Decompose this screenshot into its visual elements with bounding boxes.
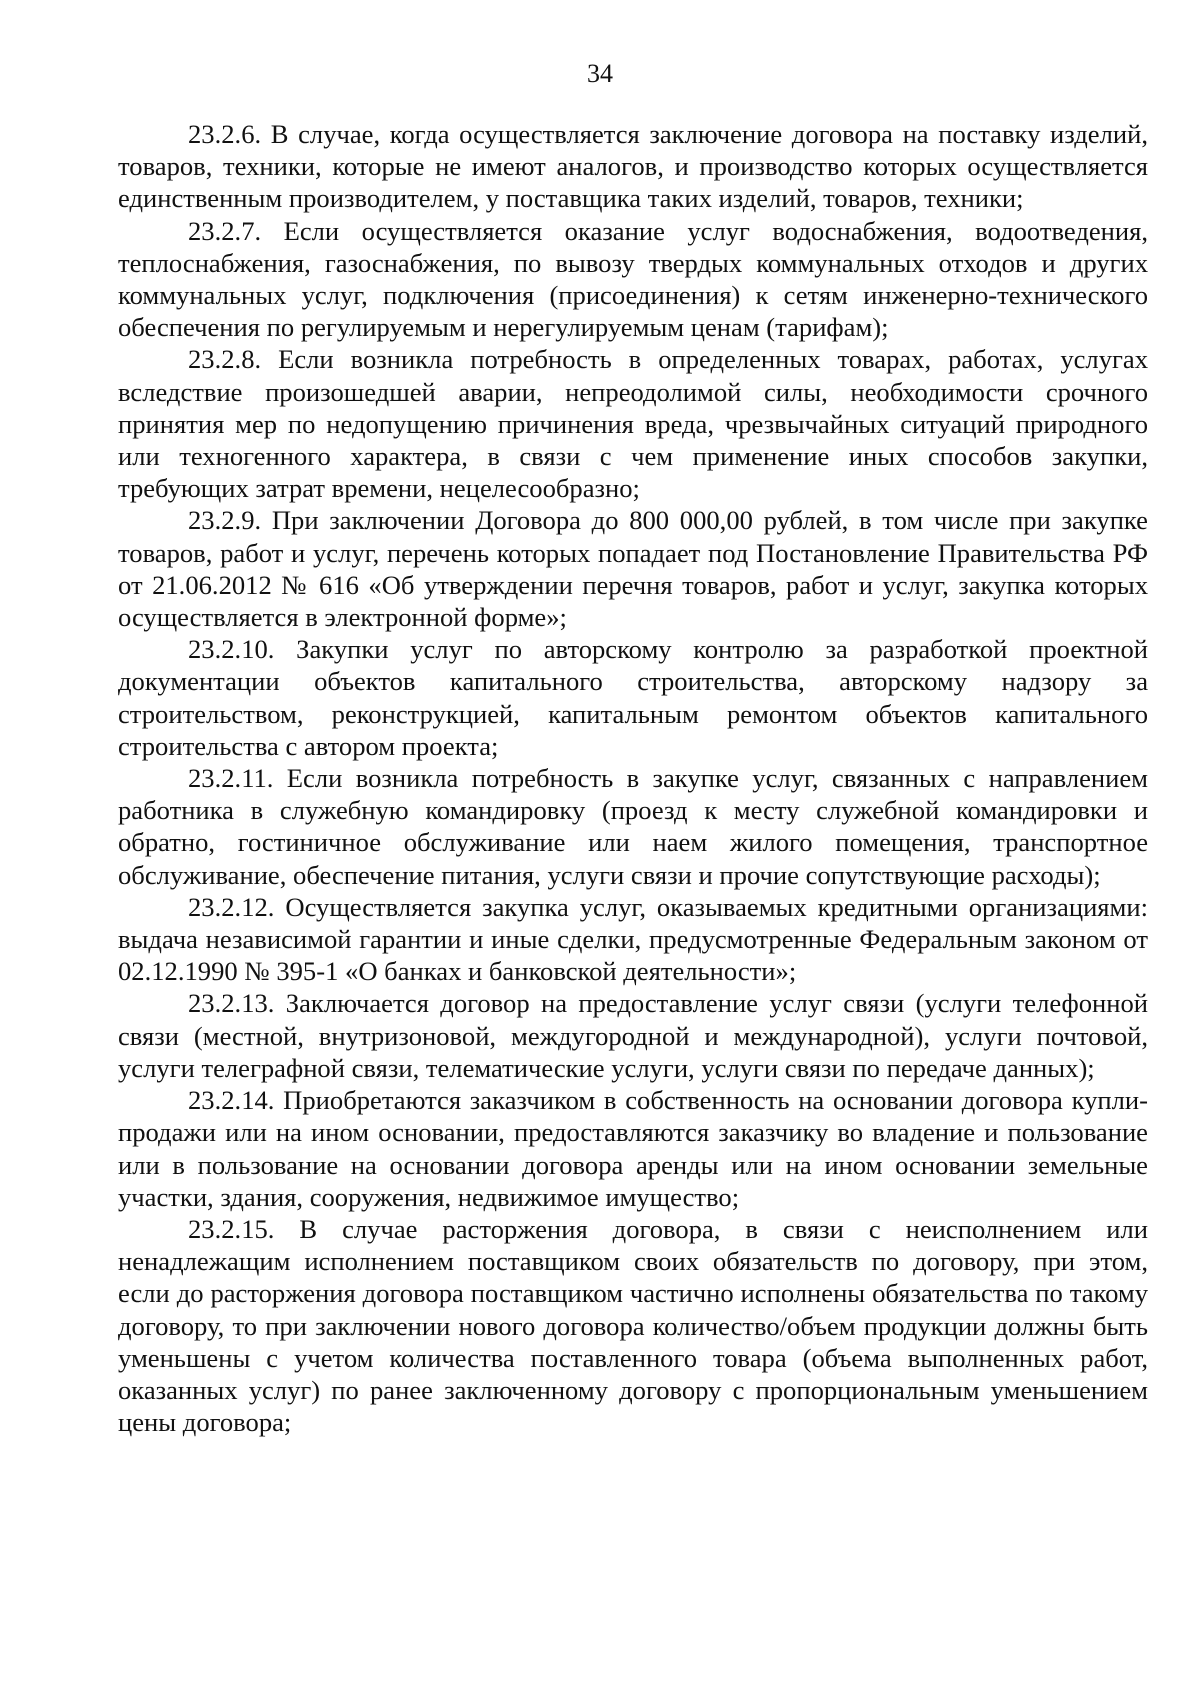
clause-23-2-8: 23.2.8. Если возникла потребность в определенных товарах, работах, услугах вследствие произошедшей аварии, непреодолимой силы, необходимости срочного принятия мер по недопущению причинения вреда, чрезвычайных ситуаций природного или техногенного характера, в связи с чем применение иных способов закупки, требующих затрат времени, нецелесообразно; (118, 344, 1148, 504)
clause-23-2-9: 23.2.9. При заключении Договора до 800 000,00 рублей, в том числе при закупке товаров, работ и услуг, перечень которых попадает под Постановление Правительства РФ от 21.06.2012 № 616 «Об утверждении перечня товаров, работ и услуг, закупка которых осуществляется в электронной форме»; (118, 505, 1148, 633)
clause-23-2-12: 23.2.12. Осуществляется закупка услуг, оказываемых кредитными организациями: выдача независимой гарантии и иные сделки, предусмотренные Федеральным законом от 02.12.1990 № 395-1 «О банках и банковской деятельности»; (118, 891, 1148, 987)
clause-23-2-10: 23.2.10. Закупки услуг по авторскому контролю за разработкой проектной документации объектов капитального строительства, авторскому надзору за строительством, реконструкцией, капитальным ремонтом объектов капитального строительства с автором проекта; (118, 634, 1148, 761)
clause-23-2-6: 23.2.6. В случае, когда осуществляется заключение договора на поставку изделий, товаров, техники, которые не имеют аналогов, и производство которых осуществляется единственным производителем, у поставщика таких изделий, товаров, техники; (118, 119, 1148, 214)
clause-23-2-15: 23.2.15. В случае расторжения договора, в связи с неисполнением или ненадлежащим исполнением поставщиком своих обязательств по договору, при этом, если до расторжения договора поставщиком частично исполнены обязательства по такому договору, то при заключении нового договора количество/объем продукции должны быть уменьшены с учетом количества поставленного товара (объема выполненных работ, оказанных услуг) по ранее заключенному договору с пропорциональным уменьшением цены договора; (118, 1213, 1148, 1438)
page-number: 34 (587, 59, 613, 88)
document-body (118, 118, 1148, 1438)
clause-23-2-11: 23.2.11. Если возникла потребность в закупке услуг, связанных с направлением работника в служебную командировку (проезд к месту служебной командировки и обратно, гостиничное обслуживание или наем жилого помещения, транспортное обслуживание, обеспечение питания, услуги связи и прочие сопутствующие расходы); (118, 763, 1148, 890)
clause-23-2-7: 23.2.7. Если осуществляется оказание услуг водоснабжения, водоотведения, теплоснабжения, газоснабжения, по вывозу твердых коммунальных отходов и других коммунальных услуг, подключения (присоединения) к сетям инженерно-технического обеспечения по регулируемым и нерегулируемым ценам (тарифам); (118, 215, 1148, 343)
clause-23-2-13: 23.2.13. Заключается договор на предоставление услуг связи (услуги телефонной связи (местной, внутризоновой, междугородной и международной), услуги почтовой, услуги телеграфной связи, телематические услуги, услуги связи по передаче данных); (118, 988, 1148, 1083)
clause-23-2-14: 23.2.14. Приобретаются заказчиком в собственность на основании договора купли-продажи или на ином основании, предоставляются заказчику во владение и пользование или в пользование на основании договора аренды или на ином основании земельные участки, здания, сооружения, недвижимое имущество; (118, 1085, 1148, 1212)
